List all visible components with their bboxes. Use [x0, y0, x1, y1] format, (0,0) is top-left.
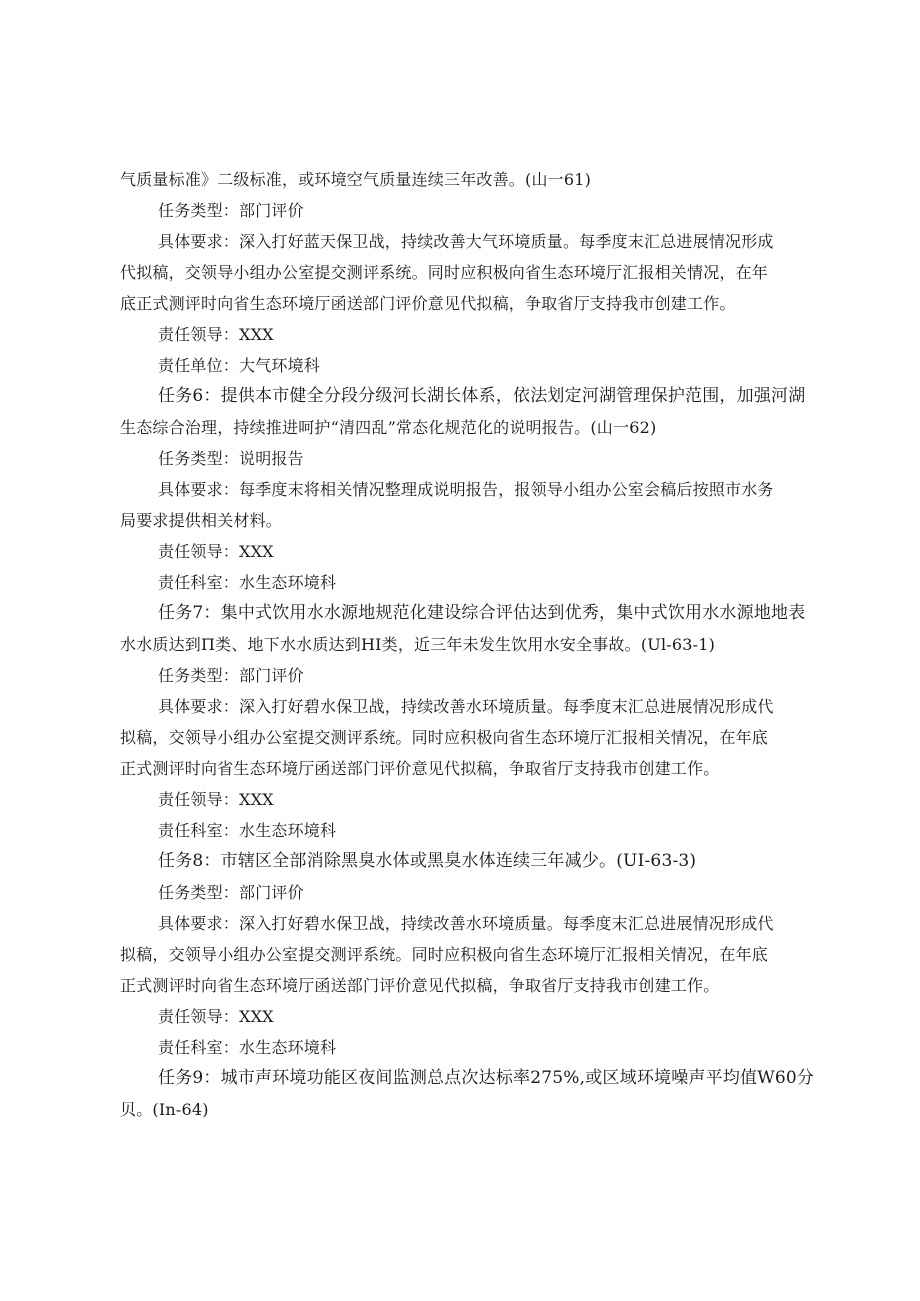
paragraph-line: 任务类型：部门评价 — [158, 201, 304, 220]
paragraph-line: 责任领导：XXX — [158, 790, 274, 809]
task-heading: 任务8：市辖区全部消除黑臭水体或黑臭水体连续三年减少。(UI-63-3) — [158, 851, 697, 871]
paragraph-line: 具体要求：深入打好蓝天保卫战，持续改善大气环境质量。每季度末汇总进展情况形成 — [158, 232, 774, 251]
paragraph-line: 底正式测评时向省生态环境厅函送部门评价意见代拟稿，争取省厅支持我市创建工作。 — [120, 294, 736, 313]
paragraph-line: 责任单位：大气环境科 — [158, 356, 321, 375]
document-body — [120, 164, 815, 1125]
paragraph-line: 水水质达到Π类、地下水水质达到HI类，近三年未发生饮用水安全事故。(Ul-63-1) — [120, 635, 716, 654]
paragraph-line: 任务类型：部门评价 — [158, 666, 304, 685]
paragraph-line: 气质量标准》二级标准，或环境空气质量连续三年改善。(山一61) — [120, 170, 592, 189]
paragraph-line: 任务类型：部门评价 — [158, 883, 304, 902]
paragraph-line: 具体要求：深入打好碧水保卫战，持续改善水环境质量。每季度末汇总进展情况形成代 — [158, 697, 774, 716]
paragraph-line: 责任领导：XXX — [158, 325, 274, 344]
paragraph-line: 拟稿，交领导小组办公室提交测评系统。同时应积极向省生态环境厅汇报相关情况，在年底 — [120, 728, 769, 747]
task-heading: 任务7：集中式饮用水水源地规范化建设综合评估达到优秀，集中式饮用水水源地地表 — [158, 603, 806, 623]
paragraph-line: 局要求提供相关材料。 — [120, 511, 283, 530]
paragraph-line: 拟稿，交领导小组办公室提交测评系统。同时应积极向省生态环境厅汇报相关情况，在年底 — [120, 945, 769, 964]
paragraph-line: 责任科室：水生态环境科 — [158, 1038, 337, 1057]
paragraph-line: 贝。(In-64) — [120, 1100, 209, 1119]
paragraph-line: 代拟稿，交领导小组办公室提交测评系统。同时应积极向省生态环境厅汇报相关情况，在年 — [120, 263, 769, 282]
paragraph-line: 正式测评时向省生态环境厅函送部门评价意见代拟稿，争取省厅支持我市创建工作。 — [120, 759, 720, 778]
paragraph-line: 责任科室：水生态环境科 — [158, 573, 337, 592]
paragraph-line: 具体要求：深入打好碧水保卫战，持续改善水环境质量。每季度末汇总进展情况形成代 — [158, 914, 774, 933]
paragraph-line: 责任领导：XXX — [158, 1007, 274, 1026]
paragraph-line: 生态综合治理，持续推进呵护“清四乱”常态化规范化的说明报告。(山一62) — [120, 418, 657, 437]
paragraph-line: 任务类型：说明报告 — [158, 449, 304, 468]
task-heading: 任务9：城市声环境功能区夜间监测总点次达标率275%,或区域环境噪声平均值W60分 — [158, 1068, 815, 1088]
paragraph-line: 具体要求：每季度末将相关情况整理成说明报告，报领导小组办公室会稿后按照市水务 — [158, 480, 774, 499]
paragraph-line: 责任领导：XXX — [158, 542, 274, 561]
task-heading: 任务6：提供本市健全分段分级河长湖长体系，依法划定河湖管理保护范围，加强河湖 — [158, 386, 806, 406]
paragraph-line: 正式测评时向省生态环境厅函送部门评价意见代拟稿，争取省厅支持我市创建工作。 — [120, 976, 720, 995]
paragraph-line: 责任科室：水生态环境科 — [158, 821, 337, 840]
